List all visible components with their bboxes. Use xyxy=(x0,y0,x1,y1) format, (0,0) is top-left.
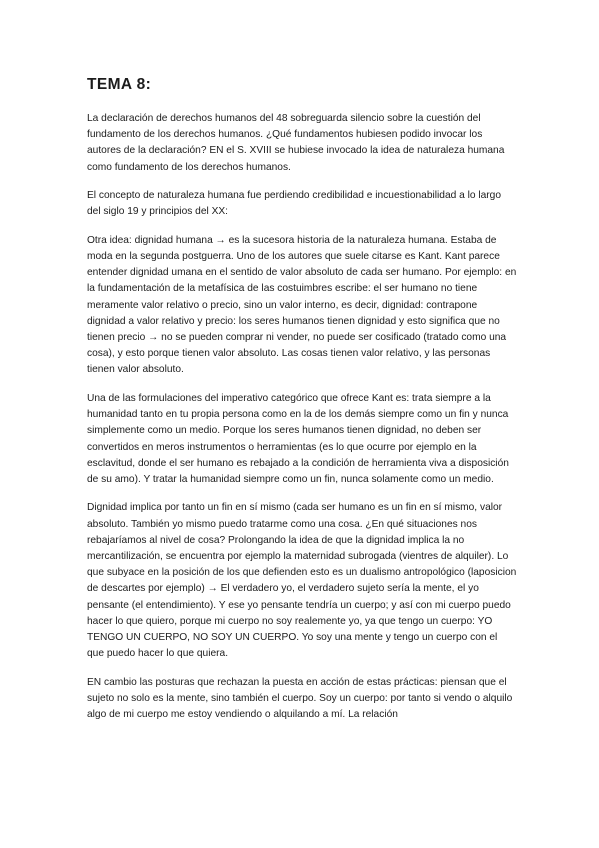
paragraph-imperativo-categorico: Una de las formulaciones del imperativo categórico que ofrece Kant es: trata siempre a la humanidad tanto en tu propia persona como en la de los demás siempre como un fin y nunca simplemente como un medio. Porque los seres humanos tienen dignidad, no deben ser convertidos en meros instrumentos o herramientas (es lo que ocurre por ejemplo en la esclavitud, donde el ser humano es rebajado a la condición de herramienta viva a disposición de su amo). Y tratar la humanidad siempre como un fin, nunca solamente como un medio. xyxy=(87,392,509,485)
paragraph-posturas-contrarias: EN cambio las posturas que rechazan la puesta en acción de estas prácticas: piensan que el sujeto no solo es la mente, sino también el cuerpo. Soy un cuerpo: por tanto si vendo o alquilo algo de mi cuerpo me estoy vendiendo o alquilando a mí. La relación xyxy=(87,676,513,721)
paragraph-dignidad-humana: Otra idea: dignidad humana → es la sucesora historia de la naturaleza humana. Estaba de moda en la segunda postguerra. Uno de los autores que suele citarse es Kant. Kant parece entender dignidad umana en el sentido de valor absoluto de cada ser humano. Por ejemplo: en la fundamentación de la metafísica de las costuimbres escribe: el ser humano no tiene meramente valor relativo o precio, sino un valor interno, es decir, dignidad: contrapone dignidad a valor relativo y precio: los seres humanos tienen dignidad y esto significa que no tienen precio → no se pueden comprar ni vender, no puede ser cosificado (tratado como una cosa), y esto porque tienen valor absoluto. Las cosas tienen valor relativo, y las personas tienen valor absoluto. xyxy=(87,234,517,376)
document-title: TEMA 8: xyxy=(87,76,152,93)
paragraph-naturaleza-humana: El concepto de naturaleza humana fue perdiendo credibilidad e incuestionabilidad a lo largo del siglo 19 y principios del XX: xyxy=(87,190,502,218)
paragraph-fin-en-si-mismo: Dignidad implica por tanto un fin en sí mismo (cada ser humano es un fin en sí mismo, valor absoluto. También yo mismo puedo tratarme como una cosa. ¿En qué situaciones nos rebajaríamos al nivel de cosa? Prolongando la idea de que la dignidad implica la no mercantilización, se encuentra por ejemplo la maternidad subrogada (vientres de alquiler). Lo que subyace en la posición de los que defienden esto es un dualismo antropológico (laposicion de descartes por ejemplo) → El verdadero yo, el verdadero sujeto sería la mente, el yo pensante (el entendimiento). Y ese yo pensante tendría un cuerpo; y así con mi cuerpo puedo hacer lo que quiero, porque mi cuerpo no soy realemente yo, ya que tengo un cuerpo: YO TENGO UN CUERPO, NO SOY UN CUERPO. Yo soy una mente y tengo un cuerpo con el que puedo hacer lo que quiera. xyxy=(87,502,517,660)
paragraph-declaracion: La declaración de derechos humanos del 48 sobreguarda silencio sobre la cuestión del fundamento de los derechos humanos. ¿Qué fundamentos hubiesen podido invocar los autores de la declaración? EN el S. XVIII se hubiese invocado la idea de naturaleza humana como fundamento de los derechos humanos. xyxy=(87,113,505,173)
